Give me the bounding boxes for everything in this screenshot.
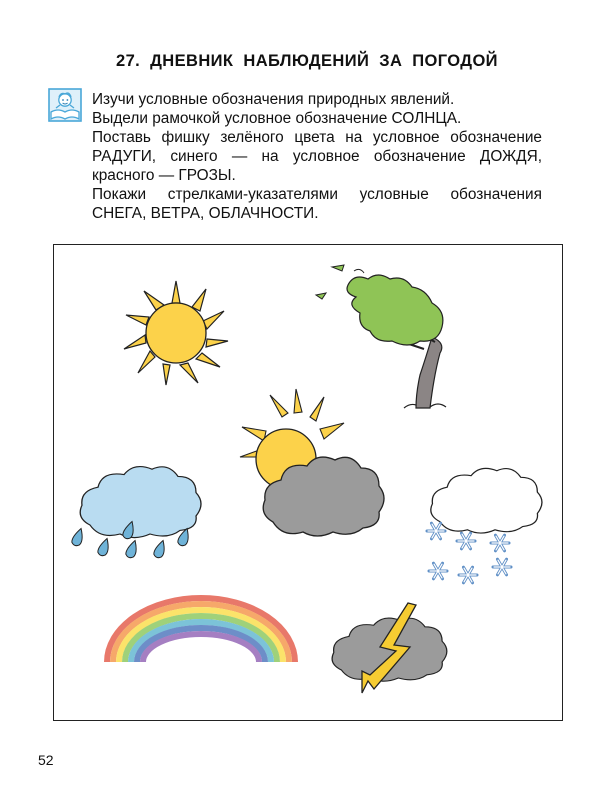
task-instructions bbox=[92, 90, 542, 223]
sun-icon bbox=[124, 281, 228, 385]
rain-cloud-icon bbox=[71, 467, 201, 560]
snow-cloud-icon bbox=[427, 468, 542, 582]
thunderstorm-icon bbox=[332, 603, 447, 693]
rainbow-icon bbox=[107, 598, 295, 662]
instruction-line: Покажи стрелками-указателями условные обозначения СНЕГА, ВЕТРА, ОБЛАЧНОСТИ. bbox=[92, 186, 542, 222]
child-reading-icon bbox=[48, 88, 82, 122]
weather-symbols-frame bbox=[53, 244, 563, 721]
instruction-line: Поставь фишку зелёного цвета на условное обозначение РАДУГИ, синего — на условное обозначение ДОЖДЯ, красного — ГРОЗЫ. bbox=[92, 129, 542, 184]
wind-tree-icon bbox=[316, 265, 446, 408]
instruction-line: Выдели рамочкой условное обозначение СОЛНЦА. bbox=[92, 110, 462, 127]
instruction-line: Изучи условные обозначения природных явлений. bbox=[92, 91, 455, 108]
page-number: 52 bbox=[38, 752, 54, 768]
page-title: 27. ДНЕВНИК НАБЛЮДЕНИЙ ЗА ПОГОДОЙ bbox=[116, 52, 498, 70]
partly-cloudy-icon bbox=[240, 389, 384, 536]
